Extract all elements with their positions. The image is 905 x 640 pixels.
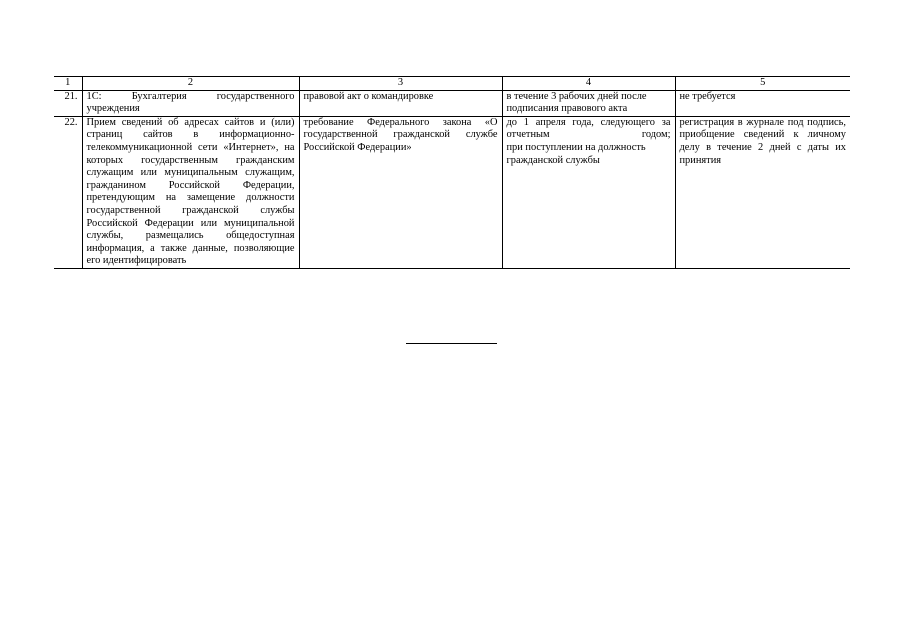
table-row bbox=[54, 116, 850, 268]
row-number: 22. bbox=[54, 116, 82, 268]
deadline-cell: в течение 3 рабочих дней после подписания правового акта bbox=[502, 90, 675, 116]
system-name-cell: 1С: Бухгалтерия государственного учреждения bbox=[82, 90, 299, 116]
deadline-line-1: до 1 апреля года, следующего за отчетным годом; bbox=[506, 116, 671, 141]
row-number: 21. bbox=[54, 90, 82, 116]
header-cell: 5 bbox=[675, 77, 850, 91]
end-of-document-rule bbox=[406, 343, 497, 344]
table-header-row bbox=[54, 77, 850, 91]
header-cell: 1 bbox=[54, 77, 82, 91]
document-table bbox=[54, 76, 850, 269]
system-name-cell: Прием сведений об адресах сайтов и (или) страниц сайтов в информационно-телекоммуникационной сети «Интернет», на которых государственным гражданским служащим или муниципальным служащим, гражданином Российской Федерации, претендующим на замещение должности государственной гражданской службы Российской Федерации или муниципальной службы, размещались общедоступная информация, а также данные, позволяющие его идентифицировать bbox=[82, 116, 299, 268]
table-row bbox=[54, 90, 850, 116]
deadline-line-2: при поступлении на должность гражданской службы bbox=[506, 141, 646, 166]
header-cell: 4 bbox=[502, 77, 675, 91]
header-cell: 3 bbox=[299, 77, 502, 91]
procedure-cell: регистрация в журнале под подпись, приобщение сведений к личному делу в течение 2 дней с даты их принятия bbox=[675, 116, 850, 268]
procedure-cell: не требуется bbox=[675, 90, 850, 116]
basis-cell: требование Федерального закона «О государственной гражданской службе Российской Федерации» bbox=[299, 116, 502, 268]
basis-cell: правовой акт о командировке bbox=[299, 90, 502, 116]
deadline-cell bbox=[502, 116, 675, 268]
header-cell: 2 bbox=[82, 77, 299, 91]
